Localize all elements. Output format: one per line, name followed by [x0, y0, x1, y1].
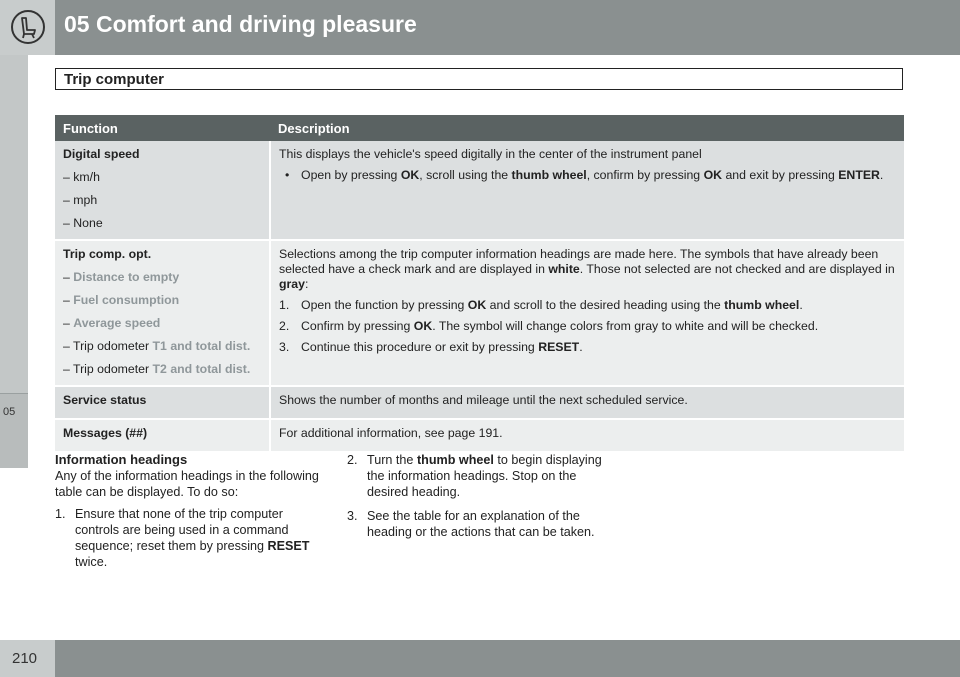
table-row: [55, 386, 904, 419]
control-name: thumb wheel: [416, 453, 494, 467]
description-text: Shows the number of months and mileage until the next scheduled service.: [279, 393, 688, 407]
description-cell: [270, 240, 904, 386]
function-option: – km/h: [63, 170, 100, 184]
option-label: Average speed: [73, 316, 161, 330]
description-part: :: [304, 277, 309, 291]
step-item: [279, 319, 896, 334]
step-text: Confirm by pressing: [301, 319, 414, 333]
function-option: – None: [63, 216, 103, 230]
description-cell: [270, 419, 904, 452]
option-label: T2 and total dist.: [152, 362, 251, 376]
option-prefix: – Trip odometer: [63, 339, 153, 353]
step-text: Open the function by pressing: [301, 298, 468, 312]
bullet-text: , confirm by pressing: [586, 168, 704, 182]
description-text: [279, 247, 896, 292]
seat-icon: [10, 8, 46, 46]
chapter-tab[interactable]: [0, 393, 28, 468]
step-number: 2.: [279, 319, 290, 333]
option-prefix: –: [63, 270, 74, 284]
bullet-text: .: [879, 168, 884, 182]
function-cell: [55, 141, 270, 240]
info-heading: Information headings: [55, 452, 188, 467]
page-footer: [0, 640, 960, 677]
step-text: Turn the: [367, 453, 417, 467]
step-number: 3.: [279, 340, 290, 354]
control-name: OK: [400, 168, 420, 182]
description-cell: [270, 386, 904, 419]
chapter-sidebar: [0, 55, 28, 418]
function-name: Messages (##): [63, 426, 148, 440]
step-number: 1.: [55, 507, 66, 521]
function-name: Digital speed: [63, 147, 140, 161]
step-text: . The symbol will change colors from gray to white and will be checked.: [432, 319, 819, 333]
description-text: This displays the vehicle's speed digitally in the center of the instrument panel: [279, 147, 702, 161]
control-name: OK: [467, 298, 487, 312]
chapter-icon-box: [0, 0, 55, 55]
control-name: OK: [703, 168, 723, 182]
color-name: gray: [279, 277, 305, 291]
option-prefix: –: [63, 293, 74, 307]
column-header-description: Description: [270, 115, 904, 141]
column-header-function: Function: [55, 115, 270, 141]
steps-list: [279, 298, 896, 355]
description-part: . Those not selected are not checked and are displayed in: [579, 262, 895, 276]
control-name: RESET: [267, 539, 310, 553]
chapter-tab-label: 05: [3, 406, 16, 418]
list-item: [55, 506, 325, 570]
chapter-header: [0, 0, 960, 55]
function-cell: [55, 419, 270, 452]
option-prefix: –: [63, 316, 74, 330]
list-item: [347, 452, 615, 500]
function-name: Trip comp. opt.: [63, 247, 152, 261]
step-number: 3.: [347, 509, 358, 523]
step-item: [279, 298, 896, 313]
step-text: .: [799, 298, 803, 312]
option-label: Fuel consumption: [73, 293, 180, 307]
description-cell: [270, 141, 904, 240]
function-option: [63, 362, 261, 377]
function-table: [55, 115, 904, 453]
function-option: [63, 270, 261, 285]
control-name: RESET: [538, 340, 580, 354]
control-name: thumb wheel: [511, 168, 587, 182]
step-text: twice.: [75, 555, 108, 569]
step-number: 2.: [347, 453, 358, 467]
section-title: Trip computer: [64, 71, 165, 88]
control-name: thumb wheel: [724, 298, 800, 312]
table-row: [55, 419, 904, 452]
option-label: Distance to empty: [73, 270, 180, 284]
description-text: For additional information, see page 191.: [279, 426, 503, 440]
step-text: Continue this procedure or exit by pressing: [301, 340, 539, 354]
info-left-column: [55, 452, 325, 570]
step-number: 1.: [279, 298, 290, 312]
function-option: [63, 339, 261, 354]
function-name: Service status: [63, 393, 147, 407]
option-prefix: – Trip odometer: [63, 362, 153, 376]
page-number: 210: [12, 650, 38, 667]
function-cell: [55, 240, 270, 386]
info-intro: Any of the information headings in the following table can be displayed. To do so:: [55, 469, 319, 499]
table-row: [55, 141, 904, 240]
step-text: See the table for an explanation of the heading or the actions that can be taken.: [367, 509, 595, 539]
control-name: OK: [413, 319, 433, 333]
control-name: ENTER: [838, 168, 880, 182]
step-text: Ensure that none of the trip computer controls are being used in a command sequence; reset them by pressing: [75, 507, 289, 553]
bullet-icon: •: [285, 168, 290, 182]
step-text: and scroll to the desired heading using the: [486, 298, 725, 312]
function-option: – mph: [63, 193, 98, 207]
step-text: to begin displaying the information headings. Stop on the desired heading.: [367, 453, 602, 499]
bullet-text: and exit by pressing: [722, 168, 839, 182]
description-part: Selections among the trip computer information headings are made here. The symbols that have already been selected have a check mark and are displayed in: [279, 247, 879, 276]
table-row: [55, 240, 904, 386]
page-number-box: [0, 640, 55, 677]
chapter-title: 05 Comfort and driving pleasure: [64, 11, 417, 37]
color-name: white: [548, 262, 580, 276]
step-item: [279, 340, 896, 355]
info-right-column: [347, 452, 615, 540]
bullet-item: [279, 168, 896, 183]
function-option: [63, 316, 261, 331]
table-header-row: [55, 115, 904, 141]
list-item: [347, 508, 615, 540]
function-cell: [55, 386, 270, 419]
bullet-text: , scroll using the: [419, 168, 512, 182]
step-text: .: [579, 340, 583, 354]
function-option: [63, 293, 261, 308]
option-label: T1 and total dist.: [152, 339, 251, 353]
section-heading-box: [55, 68, 903, 90]
bullet-text: Open by pressing: [301, 168, 401, 182]
